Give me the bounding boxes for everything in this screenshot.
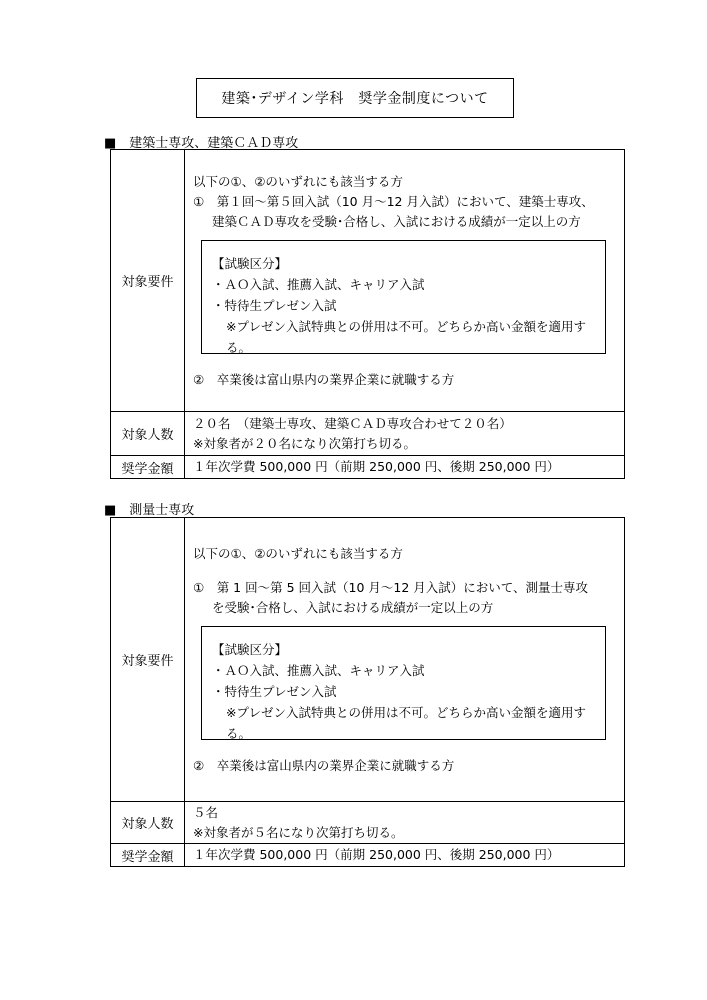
amount-value: １年次学費 500,000 円（前期 250,000 円、後期 250,000 円） [193, 459, 560, 474]
requirements-cell [185, 518, 625, 802]
amount-label: 奨学金額 [111, 844, 185, 867]
exam-category-box [201, 626, 606, 740]
requirement-1-line1: ① 第１回～第５回入試（10 月～12 月入試）において、建築士専攻、 [193, 193, 594, 209]
requirement-2: ② 卒業後は富山県内の業界企業に就職する方 [193, 371, 455, 387]
requirements-intro: 以下の①、②のいずれにも該当する方 [193, 545, 403, 561]
requirement-1-line1: ① 第 1 回～第 5 回入試（10 月～12 月入試）において、測量士専攻 [193, 579, 589, 595]
count-label: 対象人数 [111, 412, 185, 456]
amount-cell [185, 844, 625, 867]
exam-category-box [201, 240, 606, 354]
amount-label: 奨学金額 [111, 456, 185, 479]
exam-category-item: ・ＡＯ入試、推薦入試、キャリア入試 [212, 662, 425, 678]
scholarship-table-surveyor [110, 517, 625, 867]
requirement-2: ② 卒業後は富山県内の業界企業に就職する方 [193, 757, 455, 773]
page-title: 建築･デザイン学科 奨学金制度について [196, 78, 514, 118]
count-note: ※対象者が２０名になり次第打ち切る。 [193, 435, 416, 451]
exam-category-item: ・特待生プレゼン入試 [212, 297, 337, 313]
exam-category-note: ※プレゼン入試特典との併用は不可。どちらか高い金額を適用する。 [226, 704, 586, 741]
requirements-row [111, 150, 625, 412]
requirement-1-line2: を受験･合格し、入試における成績が一定以上の方 [212, 599, 494, 615]
count-value: ５名 [193, 804, 219, 820]
requirement-1-line2: 建築ＣＡＤ専攻を受験･合格し、入試における成績が一定以上の方 [212, 213, 581, 229]
section-heading-surveyor: ■ 測量士専攻 [104, 503, 195, 518]
exam-category-heading: 【試験区分】 [212, 255, 288, 271]
count-row [111, 412, 625, 456]
requirements-intro: 以下の①、②のいずれにも該当する方 [193, 173, 403, 189]
exam-category-item: ・特待生プレゼン入試 [212, 683, 337, 699]
count-value: ２０名 （建築士専攻、建築ＣＡＤ専攻合わせて２０名） [193, 415, 512, 431]
amount-value: １年次学費 500,000 円（前期 250,000 円、後期 250,000 円） [193, 847, 560, 862]
count-cell [185, 802, 625, 844]
count-note: ※対象者が５名になり次第打ち切る。 [193, 824, 404, 840]
requirements-label: 対象要件 [111, 518, 185, 802]
requirements-row [111, 518, 625, 802]
amount-row [111, 456, 625, 479]
requirements-label: 対象要件 [111, 150, 185, 412]
count-row [111, 802, 625, 844]
exam-category-note: ※プレゼン入試特典との併用は不可。どちらか高い金額を適用する。 [226, 318, 586, 355]
requirements-cell [185, 150, 625, 412]
exam-category-heading: 【試験区分】 [212, 641, 288, 657]
section-heading-architect: ■ 建築士専攻、建築ＣＡＤ専攻 [104, 136, 299, 151]
amount-cell [185, 456, 625, 479]
amount-row [111, 844, 625, 867]
scholarship-table-architect [110, 149, 625, 479]
count-cell [185, 412, 625, 456]
count-label: 対象人数 [111, 802, 185, 844]
exam-category-item: ・ＡＯ入試、推薦入試、キャリア入試 [212, 276, 425, 292]
